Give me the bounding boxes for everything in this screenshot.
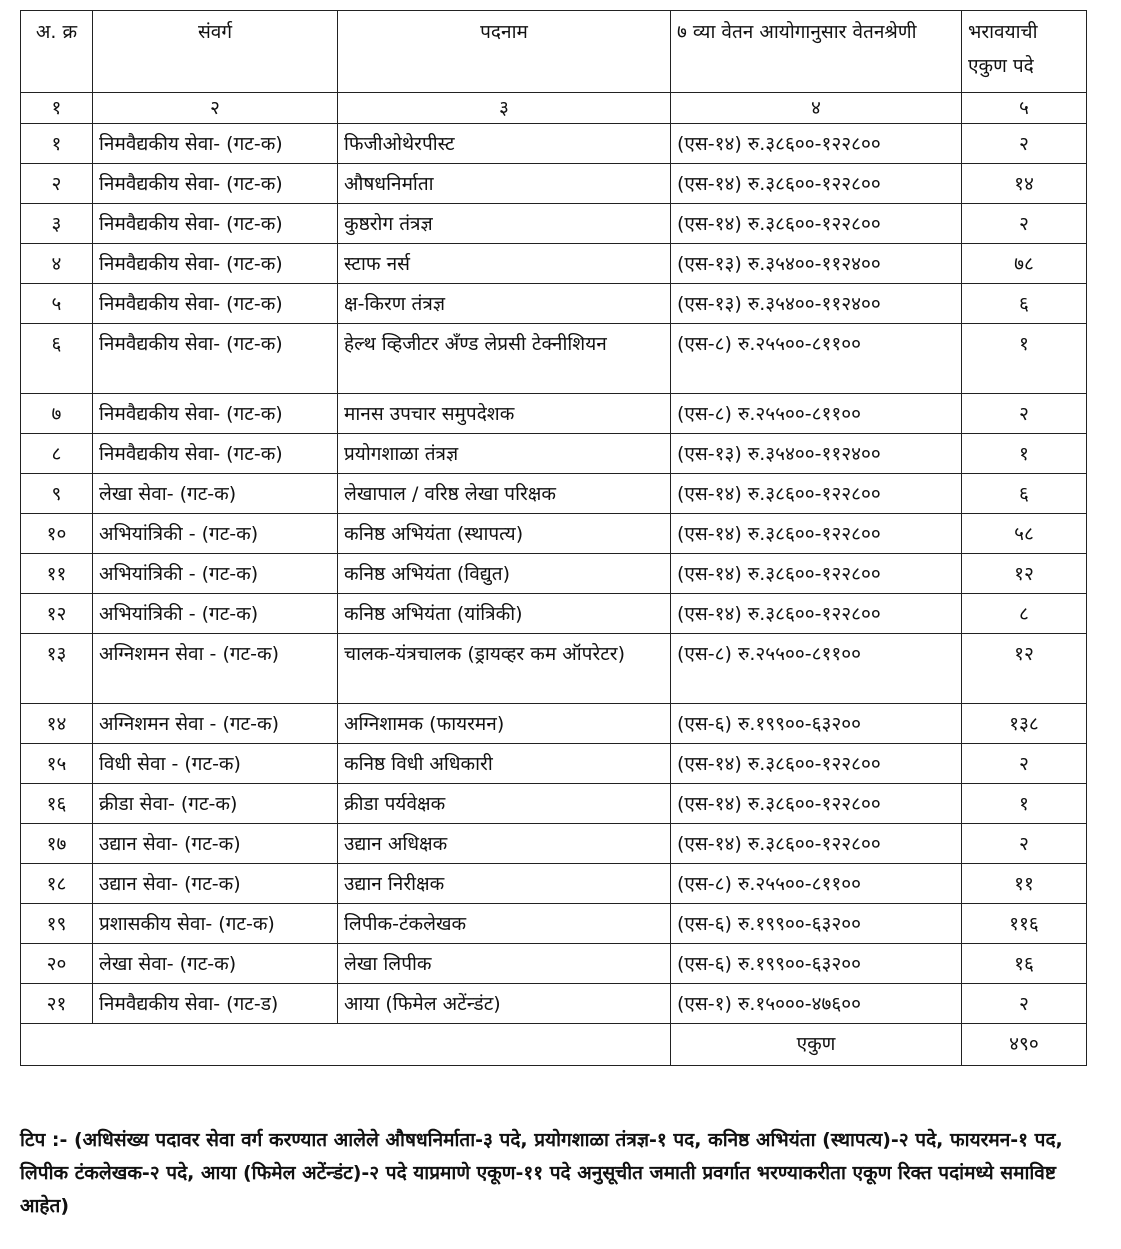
cell-pay-scale: (एस-१४) रु.३८६००-१२२८००	[671, 474, 962, 514]
cell-sr: १३	[21, 634, 93, 704]
cell-posts: ६	[962, 474, 1087, 514]
cell-pay-scale: (एस-६) रु.१९९००-६३२००	[671, 904, 962, 944]
table-row	[21, 244, 1087, 284]
cell-designation: कनिष्ठ अभियंता (स्थापत्य)	[338, 514, 671, 554]
cell-pay-scale: (एस-१४) रु.३८६००-१२२८००	[671, 554, 962, 594]
cell-cadre: लेखा सेवा- (गट-क)	[93, 474, 338, 514]
cell-pay-scale: (एस-६) रु.१९९००-६३२००	[671, 704, 962, 744]
cell-sr: १९	[21, 904, 93, 944]
column-number: १	[21, 93, 93, 124]
cell-cadre: निमवैद्यकीय सेवा- (गट-क)	[93, 434, 338, 474]
cell-sr: १७	[21, 824, 93, 864]
cell-cadre: क्रीडा सेवा- (गट-क)	[93, 784, 338, 824]
cell-pay-scale: (एस-१४) रु.३८६००-१२२८००	[671, 124, 962, 164]
cell-designation: औषधनिर्माता	[338, 164, 671, 204]
cell-designation: लेखापाल / वरिष्ठ लेखा परिक्षक	[338, 474, 671, 514]
cell-sr: २१	[21, 984, 93, 1024]
total-row	[21, 1024, 1087, 1066]
cell-cadre: लेखा सेवा- (गट-क)	[93, 944, 338, 984]
cell-designation: कुष्ठरोग तंत्रज्ञ	[338, 204, 671, 244]
cell-cadre: अग्निशमन सेवा - (गट-क)	[93, 634, 338, 704]
cell-posts: २	[962, 744, 1087, 784]
cell-posts: ८	[962, 594, 1087, 634]
cell-pay-scale: (एस-१४) रु.३८६००-१२२८००	[671, 164, 962, 204]
cell-designation: प्रयोगशाळा तंत्रज्ञ	[338, 434, 671, 474]
header-cadre: संवर्ग	[93, 11, 338, 93]
cell-designation: चालक-यंत्रचालक (ड्रायव्हर कम ऑपरेटर)	[338, 634, 671, 704]
cell-designation: फिजीओथेरपीस्ट	[338, 124, 671, 164]
cell-sr: १०	[21, 514, 93, 554]
cell-posts: १६	[962, 944, 1087, 984]
cell-sr: १४	[21, 704, 93, 744]
cell-designation: लेखा लिपीक	[338, 944, 671, 984]
cell-cadre: निमवैद्यकीय सेवा- (गट-क)	[93, 164, 338, 204]
cell-posts: १	[962, 324, 1087, 394]
cell-designation: लिपीक-टंकलेखक	[338, 904, 671, 944]
cell-designation: उद्यान अधिक्षक	[338, 824, 671, 864]
cell-cadre: विधी सेवा - (गट-क)	[93, 744, 338, 784]
cell-posts: ११६	[962, 904, 1087, 944]
cell-sr: ११	[21, 554, 93, 594]
cell-sr: ४	[21, 244, 93, 284]
cell-designation: हेल्थ व्हिजीटर अँण्ड लेप्रसी टेक्नीशियन	[338, 324, 671, 394]
cell-designation: क्ष-किरण तंत्रज्ञ	[338, 284, 671, 324]
cell-pay-scale: (एस-१) रु.१५०००-४७६००	[671, 984, 962, 1024]
table-row	[21, 394, 1087, 434]
cell-pay-scale: (एस-८) रु.२५५००-८११००	[671, 864, 962, 904]
cell-pay-scale: (एस-८) रु.२५५००-८११००	[671, 634, 962, 704]
cell-sr: ८	[21, 434, 93, 474]
cell-posts: ११	[962, 864, 1087, 904]
footnote: टिप :- (अधिसंख्य पदावर सेवा वर्ग करण्यात आलेले औषधनिर्माता-३ पदे, प्रयोगशाळा तंत्रज्ञ-१ पद, कनिष्ठ अभियंता (स्थापत्य)-२ पदे, फायरमन-१ पद, लिपीक टंकलेखक-२ पदे, आया (फिमेल अटेंन्डंट)-२ पदे याप्रमाणे एकूण-११ पदे अनुसूचीत जमाती प्रवर्गात भरण्याकरीता एकूण रिक्त पदांमध्ये समाविष्ट आहेत)	[20, 1129, 1063, 1217]
cell-designation: मानस उपचार समुपदेशक	[338, 394, 671, 434]
header-total-posts: भरावयाची एकुण पदे	[962, 11, 1087, 93]
table-row	[21, 704, 1087, 744]
cell-posts: ५८	[962, 514, 1087, 554]
cell-posts: ७८	[962, 244, 1087, 284]
cell-designation: अग्निशामक (फायरमन)	[338, 704, 671, 744]
cell-posts: १	[962, 434, 1087, 474]
cell-designation: क्रीडा पर्यवेक्षक	[338, 784, 671, 824]
cell-cadre: निमवैद्यकीय सेवा- (गट-क)	[93, 324, 338, 394]
table-row	[21, 324, 1087, 394]
cell-posts: १२	[962, 634, 1087, 704]
cell-sr: ७	[21, 394, 93, 434]
cell-cadre: उद्यान सेवा- (गट-क)	[93, 864, 338, 904]
cell-designation: आया (फिमेल अटेंन्डंट)	[338, 984, 671, 1024]
header-pay-scale: ७ व्या वेतन आयोगानुसार वेतनश्रेणी	[671, 11, 962, 93]
table-row	[21, 124, 1087, 164]
cell-posts: १३८	[962, 704, 1087, 744]
table-row	[21, 204, 1087, 244]
table-row	[21, 514, 1087, 554]
table-body	[21, 124, 1087, 1024]
cell-sr: ३	[21, 204, 93, 244]
cell-pay-scale: (एस-८) रु.२५५००-८११००	[671, 324, 962, 394]
cell-sr: १	[21, 124, 93, 164]
total-value: ४९०	[962, 1024, 1087, 1066]
cell-posts: १४	[962, 164, 1087, 204]
header-row	[21, 11, 1087, 93]
cell-designation: कनिष्ठ विधी अधिकारी	[338, 744, 671, 784]
column-number-row	[21, 93, 1087, 124]
cell-posts: २	[962, 824, 1087, 864]
cell-sr: १२	[21, 594, 93, 634]
table-row	[21, 554, 1087, 594]
table-row	[21, 594, 1087, 634]
cell-pay-scale: (एस-१४) रु.३८६००-१२२८००	[671, 824, 962, 864]
table-row	[21, 634, 1087, 704]
cell-cadre: अभियांत्रिकी - (गट-क)	[93, 594, 338, 634]
table-row	[21, 434, 1087, 474]
cell-cadre: अभियांत्रिकी - (गट-क)	[93, 514, 338, 554]
column-number: ५	[962, 93, 1087, 124]
cell-designation: कनिष्ठ अभियंता (विद्युत)	[338, 554, 671, 594]
cell-designation: कनिष्ठ अभियंता (यांत्रिकी)	[338, 594, 671, 634]
cell-posts: १	[962, 784, 1087, 824]
cell-pay-scale: (एस-८) रु.२५५००-८११००	[671, 394, 962, 434]
cell-posts: २	[962, 394, 1087, 434]
cell-posts: ६	[962, 284, 1087, 324]
table-row	[21, 164, 1087, 204]
cell-posts: २	[962, 124, 1087, 164]
cell-pay-scale: (एस-१४) रु.३८६००-१२२८००	[671, 514, 962, 554]
cell-sr: ६	[21, 324, 93, 394]
cell-sr: २	[21, 164, 93, 204]
cell-cadre: प्रशासकीय सेवा- (गट-क)	[93, 904, 338, 944]
cell-cadre: निमवैद्यकीय सेवा- (गट-क)	[93, 394, 338, 434]
cell-cadre: निमवैद्यकीय सेवा- (गट-ड)	[93, 984, 338, 1024]
table-row	[21, 944, 1087, 984]
table-row	[21, 284, 1087, 324]
cell-cadre: निमवैद्यकीय सेवा- (गट-क)	[93, 284, 338, 324]
cell-cadre: निमवैद्यकीय सेवा- (गट-क)	[93, 124, 338, 164]
cell-posts: १२	[962, 554, 1087, 594]
column-number: ३	[338, 93, 671, 124]
header-sr: अ. क्र	[21, 11, 93, 93]
cell-cadre: अग्निशमन सेवा - (गट-क)	[93, 704, 338, 744]
cell-sr: ९	[21, 474, 93, 514]
cell-cadre: अभियांत्रिकी - (गट-क)	[93, 554, 338, 594]
cell-sr: १६	[21, 784, 93, 824]
cell-designation: उद्यान निरीक्षक	[338, 864, 671, 904]
column-number: २	[93, 93, 338, 124]
table-row	[21, 864, 1087, 904]
posts-table	[20, 10, 1087, 1066]
cell-pay-scale: (एस-१४) रु.३८६००-१२२८००	[671, 204, 962, 244]
cell-pay-scale: (एस-१४) रु.३८६००-१२२८००	[671, 744, 962, 784]
cell-cadre: निमवैद्यकीय सेवा- (गट-क)	[93, 204, 338, 244]
header-designation: पदनाम	[338, 11, 671, 93]
cell-sr: २०	[21, 944, 93, 984]
table-row	[21, 744, 1087, 784]
table-row	[21, 904, 1087, 944]
cell-sr: ५	[21, 284, 93, 324]
cell-designation: स्टाफ नर्स	[338, 244, 671, 284]
cell-pay-scale: (एस-१४) रु.३८६००-१२२८००	[671, 784, 962, 824]
cell-sr: १८	[21, 864, 93, 904]
cell-pay-scale: (एस-१३) रु.३५४००-११२४००	[671, 284, 962, 324]
cell-pay-scale: (एस-१३) रु.३५४००-११२४००	[671, 244, 962, 284]
cell-cadre: निमवैद्यकीय सेवा- (गट-क)	[93, 244, 338, 284]
cell-pay-scale: (एस-६) रु.१९९००-६३२००	[671, 944, 962, 984]
table-row	[21, 984, 1087, 1024]
cell-posts: २	[962, 204, 1087, 244]
table-row	[21, 474, 1087, 514]
total-spacer	[21, 1024, 671, 1066]
cell-sr: १५	[21, 744, 93, 784]
cell-posts: २	[962, 984, 1087, 1024]
table-row	[21, 784, 1087, 824]
cell-pay-scale: (एस-१४) रु.३८६००-१२२८००	[671, 594, 962, 634]
cell-pay-scale: (एस-१३) रु.३५४००-११२४००	[671, 434, 962, 474]
column-number: ४	[671, 93, 962, 124]
total-label: एकुण	[671, 1024, 962, 1066]
table-row	[21, 824, 1087, 864]
cell-cadre: उद्यान सेवा- (गट-क)	[93, 824, 338, 864]
